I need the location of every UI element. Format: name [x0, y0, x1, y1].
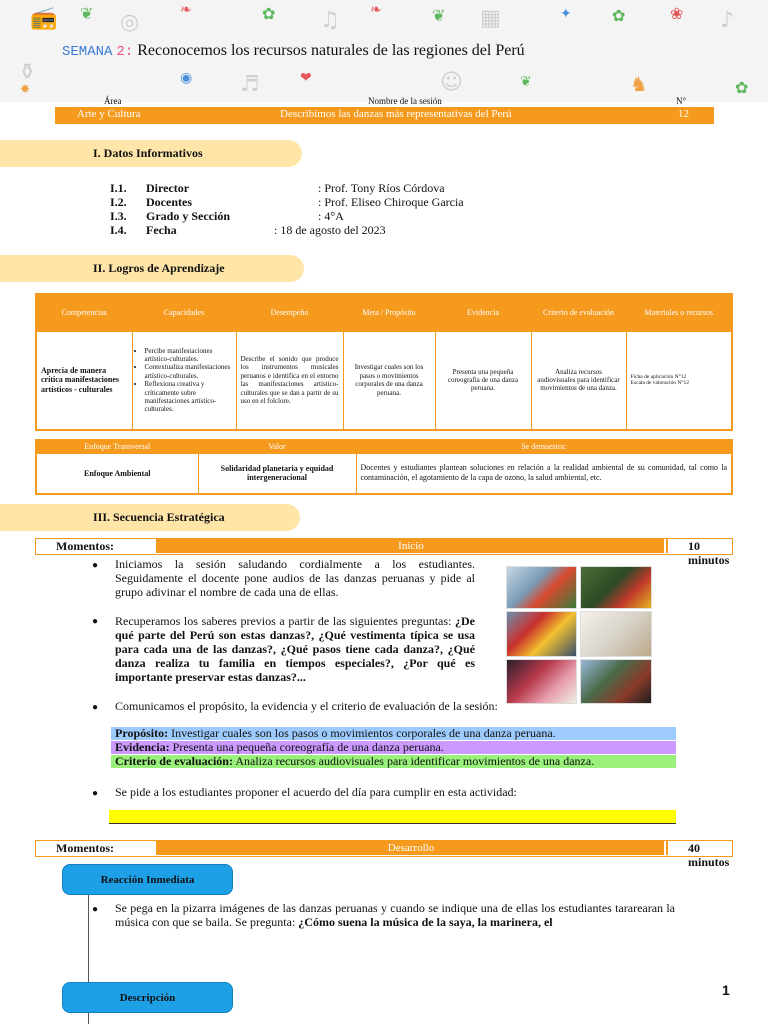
page-title: Reconocemos los recursos naturales de las regiones del Perú	[137, 42, 525, 59]
list-item: • Reflexiona creativa y críticamente sobre manifestaciones artístico-culturales.	[145, 380, 232, 414]
momento-time: 10 minutos	[688, 539, 730, 567]
info-num: I.4.	[110, 223, 127, 237]
area-label: Área	[104, 96, 122, 106]
info-value: : 18 de agosto del 2023	[274, 223, 386, 237]
dance-photo	[580, 659, 652, 704]
leaf-icon: ❦	[80, 4, 94, 23]
proposito-label: Propósito:	[115, 726, 169, 740]
bullet-icon: ●	[92, 904, 99, 915]
plant-icon: ✿	[262, 4, 276, 23]
desarrollo-text: Se pega en la pizarra imágenes de las danzas peruanas y cuando se indique una de ellas los estudiantes tararearan la música con que se baila. Se pregunta:	[115, 901, 675, 929]
questions-intro: Recuperamos los saberes previos a partir de las siguientes preguntas:	[115, 614, 452, 628]
sprout-icon: ❦	[432, 6, 446, 25]
dance-photo	[506, 659, 577, 704]
bullet-icon: ●	[92, 616, 99, 627]
momento-inicio-bar	[35, 538, 733, 567]
number-label: N°	[676, 96, 687, 106]
list-item: • Percibe manifestaciones artístico-culturales.	[145, 347, 232, 364]
dance-photo	[506, 611, 577, 657]
proposito-highlight	[111, 727, 676, 740]
info-num: I.2.	[110, 195, 127, 209]
info-num: I.1.	[110, 181, 127, 195]
inicio-paragraph-2	[115, 614, 475, 684]
corn-icon: ❦	[520, 74, 532, 90]
info-label: Director	[146, 181, 190, 195]
reaccion-inmediata-button[interactable]: Reacción Inmediata	[62, 864, 233, 895]
divider	[666, 841, 668, 855]
cell-capacidades	[132, 331, 236, 430]
cell-competencia: Aprecia de manera crítica manifestaciones artísticos - culturales	[36, 331, 132, 430]
inicio-paragraph-4: Se pide a los estudiantes proponer el acuerdo del día para cumplir en esta actividad:	[115, 785, 517, 799]
section-datos-informativos	[0, 140, 302, 167]
sun-icon: ✸	[20, 82, 31, 96]
header-demuestra: Se demuestra:	[356, 440, 732, 453]
header-meta: Meta / Propósito	[343, 294, 435, 331]
dance-photo	[506, 566, 577, 609]
section-secuencia	[0, 504, 300, 531]
radio-icon: 📻	[30, 6, 58, 31]
momento-time: 40 minutos	[688, 841, 730, 869]
session-info-bar	[55, 107, 714, 124]
descripcion-button[interactable]: Descripción	[62, 982, 233, 1013]
momentos-label: Momentos:	[56, 539, 114, 553]
pepper-icon: ❧	[180, 2, 192, 18]
desarrollo-question: ¿Cómo suena la música de la saya, la marinera, el	[298, 915, 553, 929]
llama-icon: ♞	[630, 72, 648, 96]
header-valor: Valor	[198, 440, 356, 453]
enfoque-table	[35, 439, 733, 495]
questions-text: ¿De qué parte del Perú son estas danzas?, ¿Qué vestimenta típica se usa para cada una de las danzas?, ¿Qué pasos tiene cada danza?, ¿Qué danza realiza tu familia en tiempos especiales?, ¿Por qué es importante preservar estas danzas?...	[115, 614, 475, 684]
header-enfoque: Enfoque Transversal	[36, 440, 198, 453]
box-icon: ▦	[480, 6, 501, 31]
list-item: Escala de valoración N°12	[630, 380, 690, 387]
info-label: Docentes	[146, 195, 192, 209]
session-number-value: 12	[678, 108, 689, 120]
week-number: 2:	[116, 44, 134, 60]
header-competencias: Competencias	[36, 294, 132, 331]
logros-table	[35, 293, 733, 431]
cell-evidencia: Presenta una pequeña coreografía de una danza peruana.	[435, 331, 531, 430]
criterio-highlight	[111, 755, 676, 768]
momento-name: Desarrollo	[158, 841, 664, 855]
globe-icon: ◉	[180, 70, 193, 86]
momento-name: Inicio	[158, 539, 664, 553]
flute-icon: ♫	[320, 8, 340, 33]
momentos-label: Momentos:	[56, 841, 114, 855]
info-value: : Prof. Eliseo Chiroque Garcia	[318, 195, 464, 209]
page-number: 1	[722, 982, 730, 998]
table-row	[36, 331, 732, 430]
header-capacidades: Capacidades	[132, 294, 236, 331]
criterio-text: Analiza recursos audiovisuales para identificar movimientos de una danza.	[235, 754, 595, 768]
evidencia-highlight	[111, 741, 676, 754]
week-label: SEMANA	[62, 44, 113, 60]
header-evidencia: Evidencia	[435, 294, 531, 331]
dance-photo	[580, 611, 652, 657]
cell-desempeno: Describe el sonido que produce los instrumentos musicales peruanos e identifica en el entorno las manifestaciones artístico-culturales que se dan a partir de su uso en el folclore.	[236, 331, 343, 430]
guitar-icon: ♬	[240, 72, 260, 97]
cell-materiales	[626, 331, 732, 430]
inicio-paragraph-1: Iniciamos la sesión saludando cordialmente a los estudiantes. Seguidamente el docente pone audios de las danzas peruanas y pide al grupo adivinar el nombre de cada una de ellas.	[115, 557, 475, 599]
table-header-row	[36, 294, 732, 331]
evidencia-text: Presenta una pequeña coreografía de una danza peruana.	[172, 740, 444, 754]
week-title	[62, 42, 525, 60]
info-num: I.3.	[110, 209, 127, 223]
info-label: Fecha	[146, 223, 177, 237]
section-title: I. Datos Informativos	[93, 146, 203, 160]
cactus-icon: ✿	[612, 6, 626, 25]
inicio-paragraph-3: Comunicamos el propósito, la evidencia y el criterio de evaluación de la sesión:	[115, 699, 498, 713]
bullet-icon: ●	[92, 560, 99, 571]
cell-demuestra: Docentes y estudiantes plantean soluciones en relación a la realidad ambiental de su comunidad, tal como la contaminación, el agotamiento de la capa de ozono, la salud ambiental, etc.	[356, 453, 732, 494]
info-value: : Prof. Tony Ríos Córdova	[318, 181, 445, 195]
bullet-icon: ●	[92, 702, 99, 713]
instrument-icon: ♪	[720, 8, 735, 33]
bullet-icon: ●	[92, 788, 99, 799]
cell-enfoque: Enfoque Ambiental	[36, 453, 198, 494]
proposito-text: Investigar cuales son los pasos o movimientos corporales de una danza peruana.	[171, 726, 556, 740]
drum-icon: ◎	[120, 10, 140, 35]
heart-icon: ❤	[300, 70, 312, 86]
cell-criterio: Analiza recursos audiovisuales para identificar movimientos de una danza.	[531, 331, 626, 430]
momento-desarrollo-bar	[35, 840, 733, 869]
divider	[666, 539, 668, 553]
section-title: III. Secuencia Estratégica	[93, 510, 225, 524]
header-desempeno: Desempeño	[236, 294, 343, 331]
pot-icon: ⚱	[18, 60, 37, 85]
area-value: Arte y Cultura	[77, 108, 141, 120]
grass-icon: ✿	[735, 78, 749, 97]
criterio-label: Criterio de evaluación:	[115, 754, 233, 768]
flower-icon: ❀	[670, 4, 684, 23]
cell-meta: Investigar cuales son los pasos o movimientos corporales de una danza peruana.	[343, 331, 435, 430]
list-item: Ficha de aplicación N°12	[630, 373, 687, 380]
cell-valor: Solidaridad planetaria y equidad intergeneracional	[198, 453, 356, 494]
session-name-label: Nombre de la sesión	[368, 96, 442, 106]
desarrollo-paragraph-1	[115, 901, 675, 929]
section-title: II. Logros de Aprendizaje	[93, 261, 225, 275]
evidencia-label: Evidencia:	[115, 740, 170, 754]
table-header-row	[36, 440, 732, 453]
list-item: • Contextualiza manifestaciones artístico-culturales.	[145, 363, 232, 380]
chili-icon: ❧	[370, 2, 382, 18]
mask-icon: ☺	[440, 70, 463, 95]
header-materiales: Materiales o recursos	[626, 294, 732, 331]
dance-photo	[580, 566, 652, 609]
info-label: Grado y Sección	[146, 209, 230, 223]
header-criterio: Criterio de evaluación	[531, 294, 626, 331]
star-icon: ✦	[560, 6, 572, 22]
agreement-input-line[interactable]	[109, 810, 676, 824]
session-name-value: Describimos las danzas más representativas del Perú	[280, 108, 512, 120]
table-row	[36, 453, 732, 494]
info-value: : 4°A	[318, 209, 344, 223]
section-logros	[0, 255, 304, 282]
